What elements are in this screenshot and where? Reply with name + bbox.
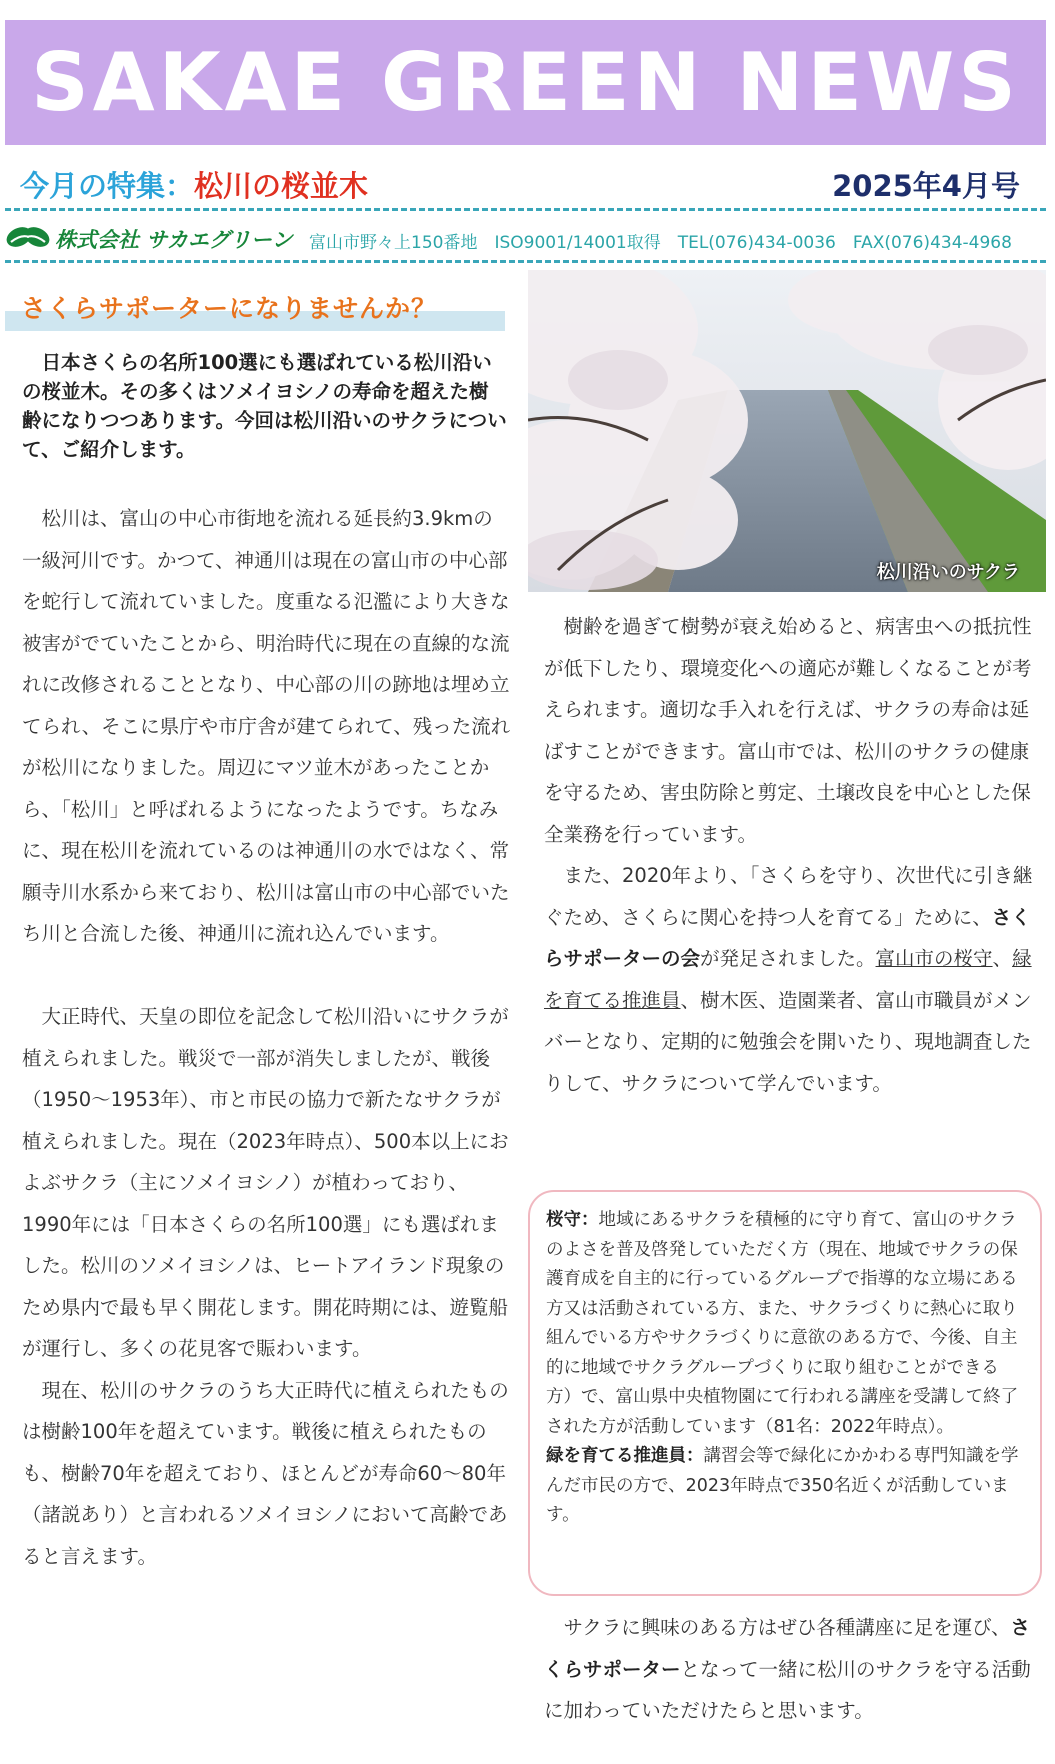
divider-bottom — [5, 260, 1046, 263]
feature-topic: 松川の桜並木 — [194, 169, 369, 203]
glossary-term: 緑を育てる推進員： — [546, 1446, 704, 1466]
company-row — [5, 220, 1050, 254]
photo-caption: 松川沿いのサクラ — [876, 562, 1020, 583]
feature-label — [20, 164, 368, 205]
closing-paragraph: サクラに興味のある方はぜひ各種講座に足を運び、さくらサポーターとなって一緒に松川のサクラを守る活動に加わっていただけたらと思います。 — [544, 1616, 1031, 1722]
glossary-definition: 講習会等で緑化にかかわる専門知識を学んだ市民の方で、2023年時点で350名近くが活動しています。 — [546, 1446, 1019, 1525]
glossary-term: 桜守： — [546, 1210, 599, 1230]
right-column — [544, 606, 1046, 1104]
left-column — [22, 498, 512, 1577]
body-paragraph: 現在、松川のサクラのうち大正時代に植えられたものは樹齢100年を超えています。戦後に植えられたものも、樹齢70年を超えており、ほとんどが寿命60～80年（諸説あり）と言われるソメイヨシノにおいて高齢であると言えます。 — [22, 1378, 509, 1568]
company-info: 富山市野々上150番地 ISO9001/14001取得 TEL(076)434-0036 FAX(076)434-4968 — [309, 233, 1012, 253]
body-paragraph: 樹齢を過ぎて樹勢が衰え始めると、病害虫への抵抗性が低下したり、環境変化への適応が難しくなることが考えられます。適切な手入れを行えば、サクラの寿命は延ばすことができます。富山市では、松川のサクラの健康を守るため、害虫防除と剪定、土壌改良を中心とした保全業務を行っています。 — [544, 615, 1032, 846]
masthead-banner — [5, 20, 1046, 145]
newsletter-title: SAKAE GREEN NEWS — [31, 36, 1020, 129]
glossary-definition: 地域にあるサクラを積極的に守り育て、富山のサクラのよさを普及啓発していただく方（現在、地域でサクラの保護育成を自主的に行っているグループで指導的な立場にある方又は活動されている方、また、サクラづくりに熱心に取り組んでいる方やサクラづくりに意欲のある方で、今後、自主的に地域でサクラグループづくりに取り組むことができる方）で、富山県中央植物園にて行われる講座を受講して終了された方が活動しています（81名：2022年時点）。 — [546, 1210, 1019, 1437]
section-heading-text: さくらサポーターになりませんか？ — [21, 294, 438, 323]
sakura-supporter-term: さくらサポーター — [544, 1616, 1030, 1681]
glossary-entry — [546, 1206, 1024, 1442]
section-heading — [5, 287, 505, 331]
body-paragraph: また、2020年より、「さくらを守り、次世代に引き継ぐため、さくらに関心を持つ人を育てる」ために、さくらサポーターの会が発足されました。富山市の桜守、緑を育てる推進員、樹木医、造園業者、富山市職員がメンバーとなり、定期的に勉強会を開いたり、現地調査したりして、サクラについて学んでいます。 — [544, 864, 1033, 1095]
feature-row — [20, 160, 1040, 202]
greenery-promoter-term: 緑を育てる推進員 — [544, 947, 1032, 1012]
cherry-blossom-photo — [528, 270, 1046, 592]
issue-date: 2025年4月号 — [832, 169, 1020, 203]
leaf-logo-icon — [5, 222, 51, 252]
glossary-box — [528, 1190, 1042, 1596]
sakuramori-term: 富山市の桜守 — [875, 947, 993, 970]
feature-label-text: 今月の特集： — [20, 169, 195, 203]
company-logo-text: 株式会社 サカエグリーン — [55, 228, 293, 252]
lead-paragraph: 日本さくらの名所100選にも選ばれている松川沿いの桜並木。その多くはソメイヨシノの寿命を超えた樹齢になりつつあります。今回は松川沿いのサクラについて、ご紹介します。 — [22, 351, 507, 461]
supporter-club-name: さくらサポーターの会 — [544, 905, 1031, 970]
divider-top — [5, 208, 1046, 211]
body-paragraph: 松川は、富山の中心市街地を流れる延長約3.9kmの一級河川です。かつて、神通川は現在の富山市の中心部を蛇行して流れていました。度重なる氾濫により大きな被害がでていたことから、明治時代に現在の直線的な流れに改修されることとなり、中心部の川の跡地は埋め立てられ、そこに県庁や市庁舎が建てられて、残った流れが松川になりました。周辺にマツ並木があったことから、「松川」と呼ばれるようになったようです。ちなみに、現在松川を流れているのは神通川の水ではなく、常願寺川水系から来ており、松川は富山市の中心部でいたち川と合流した後、神通川に流れ込んでいます。 — [22, 507, 511, 945]
glossary-entry — [546, 1442, 1024, 1531]
body-paragraph: 大正時代、天皇の即位を記念して松川沿いにサクラが植えられました。戦災で一部が消失しましたが、戦後（1950～1953年）、市と市民の協力で新たなサクラが植えられました。現在（2023年時点）、500本以上におよぶサクラ（主にソメイヨシノ）が植わっており、1990年には「日本さくらの名所100選」にも選ばれました。松川のソメイヨシノは、ヒートアイランド現象のため県内で最も早く開花します。開花時期には、遊覧船が運行し、多くの花見客で賑わいます。 — [22, 1005, 509, 1360]
